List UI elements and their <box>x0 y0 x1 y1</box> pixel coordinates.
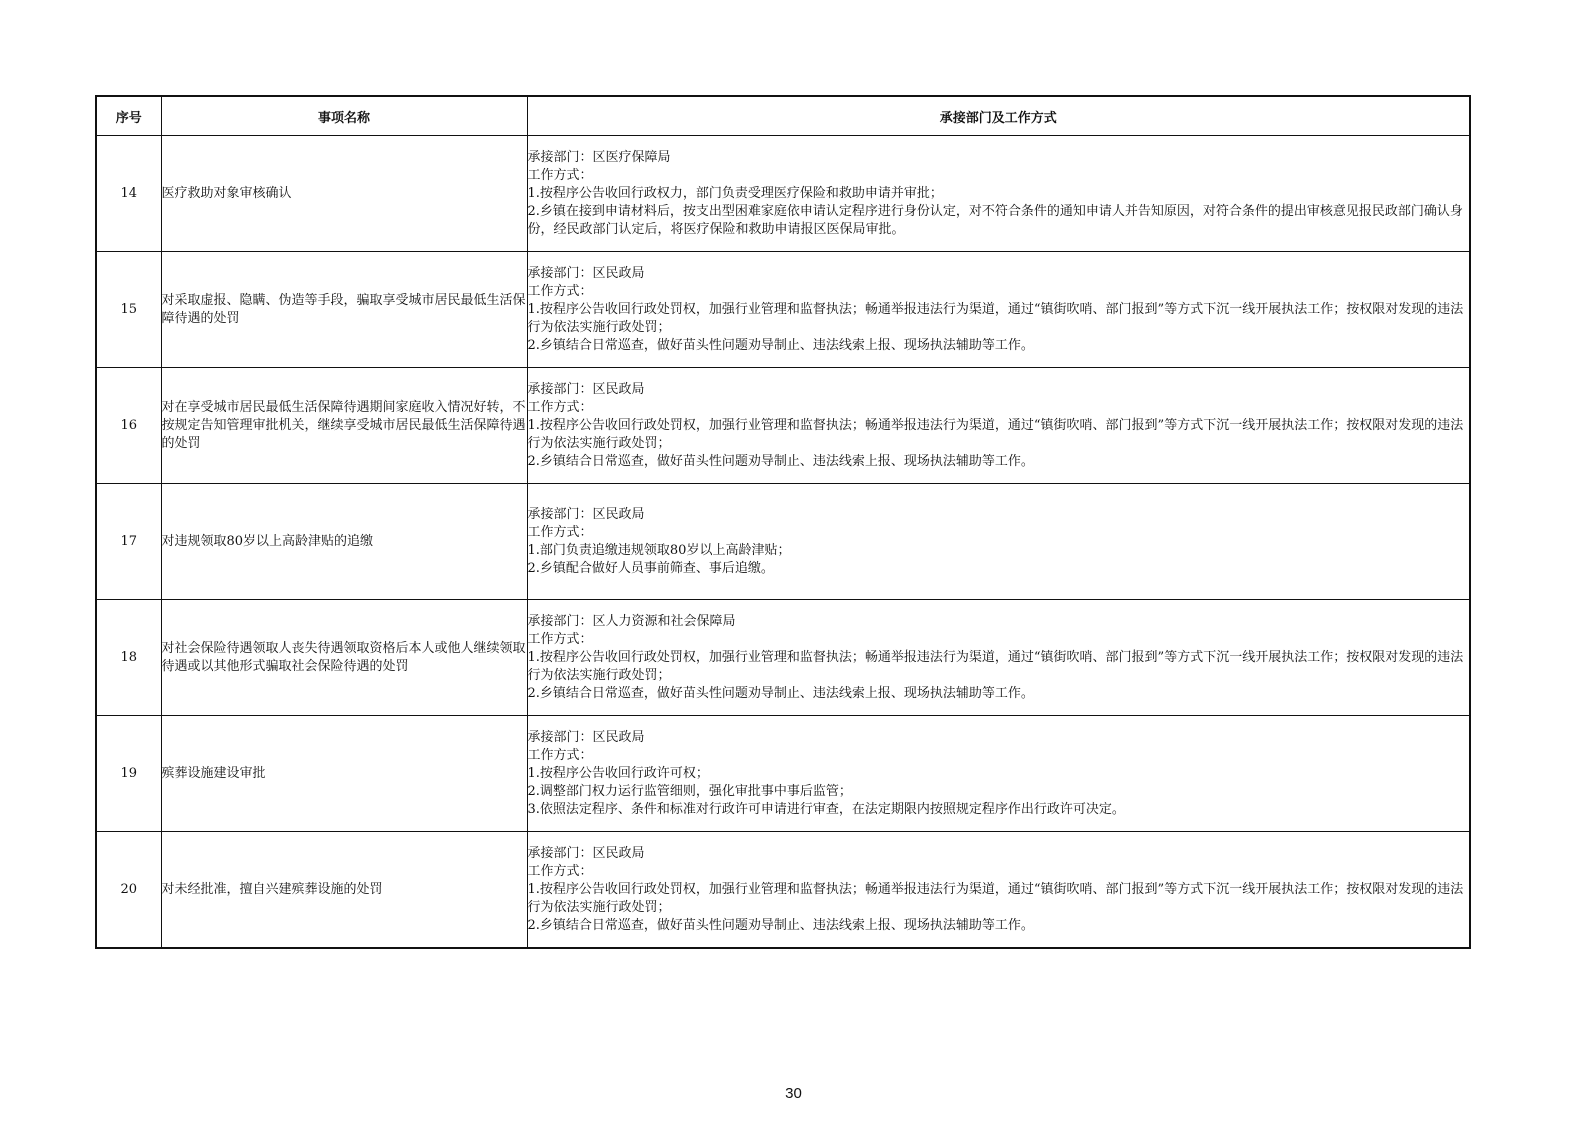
detail-line: 承接部门：区人力资源和社会保障局 <box>527 613 736 629</box>
detail-line: 2.乡镇在接到申请材料后，按支出型困难家庭依申请认定程序进行身份认定，对不符合条件的通知申请人并告知原因，对符合条件的提出审核意见报民政部门确认身份，经民政部门认定后，将医疗保险和救助申请报区医保局审批。 <box>527 203 1463 237</box>
detail-line: 1.按程序公告收回行政处罚权，加强行业管理和监督执法；畅通举报违法行为渠道，通过“镇街吹哨、部门报到”等方式下沉一线开展执法工作；按权限对发现的违法行为依法实施行政处罚； <box>527 301 1464 335</box>
detail-line: 承接部门：区民政局 <box>527 729 645 745</box>
row-detail <box>527 600 1470 716</box>
detail-line: 1.部门负责追缴违规领取80岁以上高龄津贴； <box>527 542 791 558</box>
detail-line: 3.依照法定程序、条件和标准对行政许可申请进行审查，在法定期限内按照规定程序作出行政许可决定。 <box>527 801 1125 817</box>
row-number: 17 <box>96 484 161 600</box>
detail-line: 1.按程序公告收回行政处罚权，加强行业管理和监督执法；畅通举报违法行为渠道，通过“镇街吹哨、部门报到”等方式下沉一线开展执法工作；按权限对发现的违法行为依法实施行政处罚； <box>527 881 1464 915</box>
detail-line: 工作方式： <box>527 863 593 879</box>
table-row <box>96 600 1470 716</box>
row-detail <box>527 136 1470 252</box>
detail-line: 2.乡镇结合日常巡查，做好苗头性问题劝导制止、违法线索上报、现场执法辅助等工作。 <box>527 917 1034 933</box>
detail-line: 2.乡镇结合日常巡查，做好苗头性问题劝导制止、违法线索上报、现场执法辅助等工作。 <box>527 453 1034 469</box>
detail-line: 1.按程序公告收回行政处罚权，加强行业管理和监督执法；畅通举报违法行为渠道，通过“镇街吹哨、部门报到”等方式下沉一线开展执法工作；按权限对发现的违法行为依法实施行政处罚； <box>527 417 1464 451</box>
detail-line: 2.乡镇结合日常巡查，做好苗头性问题劝导制止、违法线索上报、现场执法辅助等工作。 <box>527 685 1034 701</box>
detail-line: 承接部门：区民政局 <box>527 845 645 861</box>
row-number: 20 <box>96 832 161 949</box>
row-number: 18 <box>96 600 161 716</box>
row-detail <box>527 832 1470 949</box>
header-dept-and-method: 承接部门及工作方式 <box>527 96 1470 136</box>
row-number: 16 <box>96 368 161 484</box>
row-item-name: 殡葬设施建设审批 <box>161 716 527 832</box>
table-row <box>96 252 1470 368</box>
detail-line: 承接部门：区医疗保障局 <box>527 149 671 165</box>
detail-line: 工作方式： <box>527 167 593 183</box>
detail-line: 1.按程序公告收回行政许可权； <box>527 765 709 781</box>
detail-line: 2.乡镇结合日常巡查，做好苗头性问题劝导制止、违法线索上报、现场执法辅助等工作。 <box>527 337 1034 353</box>
row-detail <box>527 484 1470 600</box>
header-item-name: 事项名称 <box>161 96 527 136</box>
table-row <box>96 368 1470 484</box>
row-number: 14 <box>96 136 161 252</box>
table-row <box>96 832 1470 949</box>
row-detail <box>527 252 1470 368</box>
row-detail <box>527 368 1470 484</box>
row-number: 19 <box>96 716 161 832</box>
header-number: 序号 <box>96 96 161 136</box>
detail-line: 2.调整部门权力运行监管细则，强化审批事中事后监管； <box>527 783 852 799</box>
detail-line: 承接部门：区民政局 <box>527 265 645 281</box>
detail-line: 2.乡镇配合做好人员事前筛查、事后追缴。 <box>527 560 774 576</box>
detail-line: 1.按程序公告收回行政处罚权，加强行业管理和监督执法；畅通举报违法行为渠道，通过“镇街吹哨、部门报到”等方式下沉一线开展执法工作；按权限对发现的违法行为依法实施行政处罚； <box>527 649 1464 683</box>
row-item-name: 对采取虚报、隐瞒、伪造等手段，骗取享受城市居民最低生活保障待遇的处罚 <box>161 252 527 368</box>
row-item-name: 对在享受城市居民最低生活保障待遇期间家庭收入情况好转，不按规定告知管理审批机关，继续享受城市居民最低生活保障待遇的处罚 <box>161 368 527 484</box>
row-item-name: 对社会保险待遇领取人丧失待遇领取资格后本人或他人继续领取待遇或以其他形式骗取社会保险待遇的处罚 <box>161 600 527 716</box>
table-row <box>96 716 1470 832</box>
table-header-row <box>96 96 1470 136</box>
row-detail <box>527 716 1470 832</box>
detail-line: 工作方式： <box>527 631 593 647</box>
table-row <box>96 484 1470 600</box>
detail-line: 承接部门：区民政局 <box>527 506 645 522</box>
detail-line: 工作方式： <box>527 747 593 763</box>
row-item-name: 对未经批准，擅自兴建殡葬设施的处罚 <box>161 832 527 949</box>
page-number: 30 <box>785 1085 802 1102</box>
row-item-name: 医疗救助对象审核确认 <box>161 136 527 252</box>
row-item-name: 对违规领取80岁以上高龄津贴的追缴 <box>161 484 527 600</box>
row-number: 15 <box>96 252 161 368</box>
detail-line: 工作方式： <box>527 524 593 540</box>
items-table <box>95 95 1471 949</box>
table-row <box>96 136 1470 252</box>
detail-line: 工作方式： <box>527 283 593 299</box>
detail-line: 承接部门：区民政局 <box>527 381 645 397</box>
detail-line: 1.按程序公告收回行政权力，部门负责受理医疗保险和救助申请并审批； <box>527 185 943 201</box>
detail-line: 工作方式： <box>527 399 593 415</box>
